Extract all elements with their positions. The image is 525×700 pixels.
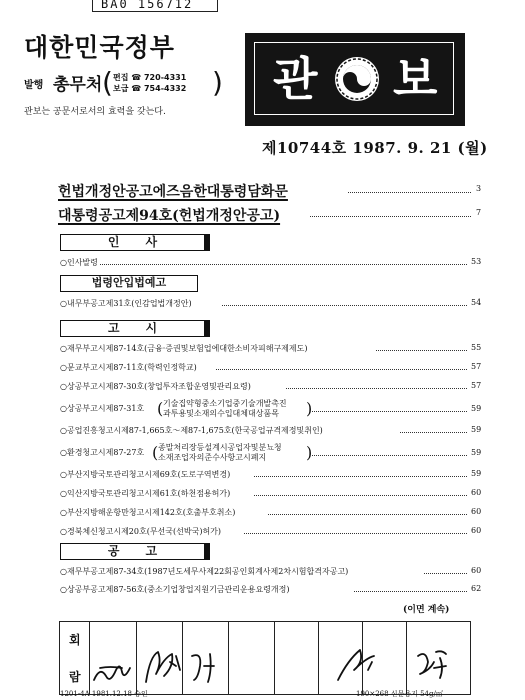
leader-dots xyxy=(312,411,467,412)
leader-dots xyxy=(100,264,467,265)
masthead-char-bo: 보 xyxy=(393,52,438,106)
national-emblem-icon xyxy=(333,55,381,103)
toc-entry: ○재무부공고제87-34호(1987년도세무사제22회공인회계사제2차시험합격자공고) xyxy=(60,567,349,576)
section-label: 공고 xyxy=(107,544,184,558)
toc-entry-line2: 과투용및소재의수입대체대상품목 xyxy=(163,409,279,418)
toc-entry-line1: 종말처리장등설계시공업자및분뇨청 xyxy=(158,443,282,452)
approval-label-line2: 람 xyxy=(69,670,81,684)
government-name: 대한민국정부 xyxy=(24,33,175,62)
section-heading-law-notice: 법령안입법예고 xyxy=(60,275,198,292)
toc-entry: ○상공부공고제87-56호(중소기업창업지원기금관리운용요령개정) xyxy=(60,585,290,594)
page-number: 60 xyxy=(471,488,482,497)
toc-entry-prefix: ○환경청고시제87-27호 xyxy=(60,448,145,457)
page-number: 3 xyxy=(476,184,482,193)
leader-dots xyxy=(310,216,471,217)
page-number: 60 xyxy=(471,507,482,516)
section-marker xyxy=(204,234,210,251)
leader-dots xyxy=(400,432,467,433)
bracket-open: ( xyxy=(102,66,113,99)
page-number: 60 xyxy=(471,566,482,575)
headline-title: 헌법개정안공고에즈음한대통령담화문 xyxy=(58,184,288,200)
toc-entry-line2: 소재조업자의준수사항고시폐지 xyxy=(158,453,267,462)
toc-entry: ○익산지방국토관리청고시제61호(하천점용허가) xyxy=(60,489,231,498)
toc-entry: ○인사발령 xyxy=(60,258,98,267)
section-heading-notices xyxy=(60,320,205,337)
page-number: 60 xyxy=(471,526,482,535)
headline-title: 대통령공고제94호(헌법개정안공고) xyxy=(58,208,281,224)
toc-entry-prefix: ○상공부고시제87-31호 xyxy=(60,404,145,413)
leader-dots xyxy=(424,573,467,574)
bracket-close: ) xyxy=(306,443,313,462)
bracket-open: ( xyxy=(152,443,159,462)
page-number: 7 xyxy=(476,208,482,217)
continued-note: (이면 계속) xyxy=(403,605,450,615)
masthead-char-gwan: 관 xyxy=(273,52,318,106)
page-number: 54 xyxy=(471,298,482,307)
toc-entry: ○재무부고시제87-14호(금융·증권및보험업에대한소비자피해구제제도) xyxy=(60,344,308,353)
toc-entry: ○부산지방국토관리청고시제69호(도로구역변경) xyxy=(60,470,231,479)
approval-box xyxy=(59,621,471,695)
leader-dots xyxy=(376,350,467,351)
handwritten-signatures xyxy=(88,622,470,694)
masthead xyxy=(245,33,465,126)
bracket-open: ( xyxy=(157,399,164,418)
section-heading-personnel xyxy=(60,234,205,251)
footer-approval-code: 1201-4A 1981.12.18 승인 xyxy=(60,690,148,698)
archive-stamp: BA0 156712 xyxy=(92,0,218,12)
footer-paper-spec: 190×268 신문용지 54g/㎡ xyxy=(356,690,443,698)
page-number: 57 xyxy=(471,362,482,371)
bracket-close: ) xyxy=(212,66,223,99)
leader-dots xyxy=(312,455,467,456)
page-number: 59 xyxy=(471,425,482,434)
phone-edit: 편집 ☎ 720-4331 xyxy=(113,73,187,82)
approval-label-line1: 회 xyxy=(69,633,81,647)
page-number: 53 xyxy=(471,257,482,266)
leader-dots xyxy=(348,192,471,193)
section-label: 고시 xyxy=(107,321,184,335)
page-number: 55 xyxy=(471,343,482,352)
toc-entry: ○상공부고시제87-30호(창업투자조합운영및관리요령) xyxy=(60,382,251,391)
leader-dots xyxy=(244,533,467,534)
toc-entry: ○부산지방해운항만청고시제142호(호출부호취소) xyxy=(60,508,236,517)
toc-entry: ○문교부고시제87-11호(학력인정학교) xyxy=(60,363,197,372)
bracket-close: ) xyxy=(306,399,313,418)
section-marker xyxy=(204,543,210,560)
legal-effect-note: 관보는 공문서로서의 효력을 갖는다. xyxy=(24,107,166,117)
leader-dots xyxy=(222,305,467,306)
leader-dots xyxy=(216,369,467,370)
page-number: 57 xyxy=(471,381,482,390)
page-number: 59 xyxy=(471,469,482,478)
page-number: 59 xyxy=(471,404,482,413)
section-label: 인사 xyxy=(107,235,184,249)
toc-entry: ○공업진흥청고시제87-1,665호～제87-1,675호(한국공업규격제정및취인) xyxy=(60,426,323,435)
toc-entry: ○내무부공고제31호(인감업법개정안) xyxy=(60,299,192,308)
leader-dots xyxy=(254,476,467,477)
phone-supply: 보급 ☎ 754-4332 xyxy=(113,84,187,93)
toc-entry: ○경북체신청고시제20호(무선국(선박국)허가) xyxy=(60,527,222,536)
page-number: 59 xyxy=(471,448,482,457)
masthead-frame xyxy=(254,42,454,115)
leader-dots xyxy=(354,591,467,592)
leader-dots xyxy=(268,514,467,515)
section-marker xyxy=(204,320,210,337)
leader-dots xyxy=(286,388,467,389)
publisher-name: 총무처 xyxy=(53,75,103,95)
publisher-label: 발행 xyxy=(24,80,44,91)
section-heading-announcements xyxy=(60,543,205,560)
toc-entry-line1: 기술집약형중소기업중기술개발촉진 xyxy=(163,399,287,408)
page-number: 62 xyxy=(471,584,482,593)
issue-number-date: 제10744호 1987. 9. 21 (월) xyxy=(262,139,488,157)
leader-dots xyxy=(254,495,467,496)
